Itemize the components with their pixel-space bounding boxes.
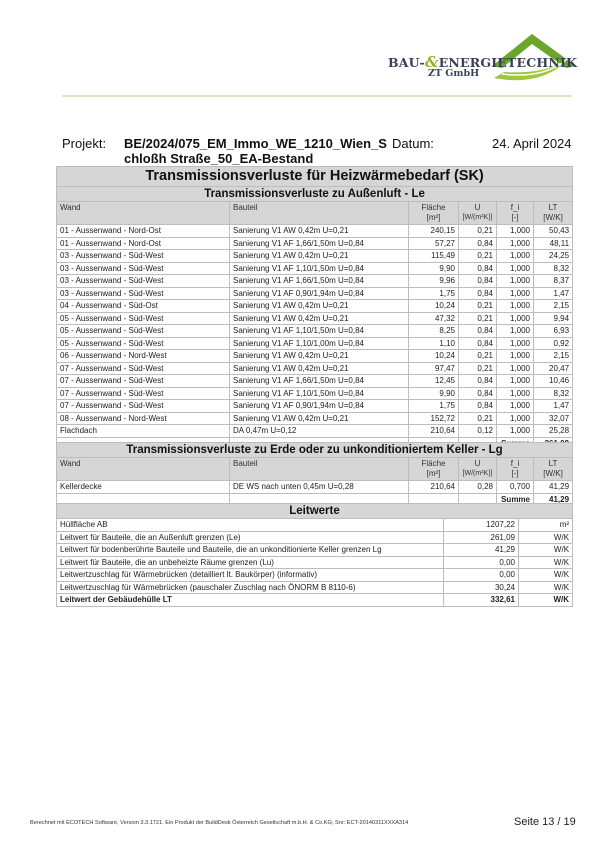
cell-bauteil: Sanierung V1 AF 1,66/1,50m U=0,84 <box>230 375 409 388</box>
cell-fi: 1,000 <box>497 412 534 425</box>
cell-bauteil: Sanierung V1 AW 0,42m U=0,21 <box>230 250 409 263</box>
cell-u: 0,21 <box>459 225 497 238</box>
cell-wand: 03 - Aussenwand - Süd-West <box>57 250 230 263</box>
cell-wand: 04 - Aussenwand - Süd-Ost <box>57 300 230 313</box>
page-number: Seite 13 / 19 <box>514 816 576 828</box>
cell-lt: 32,07 <box>534 412 573 425</box>
section-le-title-row <box>57 187 573 202</box>
cell-fi: 1,000 <box>497 337 534 350</box>
cell-flaeche: 10,24 <box>409 350 459 363</box>
table-leitwerte-body <box>57 519 573 594</box>
table-row <box>57 250 573 263</box>
cell-bauteil: Sanierung V1 AW 0,42m U=0,21 <box>230 312 409 325</box>
section-lg-title: Transmissionsverluste zu Erde oder zu unkonditioniertem Keller - Lg <box>57 443 573 458</box>
table-le-body <box>57 225 573 438</box>
col-flaeche-unit: [m²] <box>426 213 441 222</box>
cell-bauteil: Sanierung V1 AF 1,66/1,50m U=0,84 <box>230 237 409 250</box>
project-value: BE/2024/075_EM_Immo_WE_1210_Wien_Schloßh Straße_50_EA-Bestand <box>124 136 387 166</box>
col-bauteil: Bauteil <box>230 202 409 225</box>
col-u-label: U <box>474 459 481 468</box>
cell-u: 0,84 <box>459 325 497 338</box>
cell-fi: 1,000 <box>497 362 534 375</box>
col-u <box>459 458 497 481</box>
cell-wand: 08 - Aussenwand - Nord-West <box>57 412 230 425</box>
cell-fi: 1,000 <box>497 237 534 250</box>
cell-value: 41,29 <box>444 544 519 557</box>
logo-subtitle: ZT GmbH <box>428 68 480 79</box>
cell-bauteil: Sanierung V1 AF 1,10/1,50m U=0,84 <box>230 387 409 400</box>
cell-flaeche: 240,15 <box>409 225 459 238</box>
col-flaeche <box>409 202 459 225</box>
cell-fi: 1,000 <box>497 275 534 288</box>
col-fi <box>497 202 534 225</box>
table-row <box>57 337 573 350</box>
table-row <box>57 425 573 438</box>
table-le <box>56 166 573 450</box>
leitwerte-row <box>57 556 573 569</box>
cell-wand: Kellerdecke <box>57 481 230 494</box>
cell-flaeche: 10,24 <box>409 300 459 313</box>
cell-flaeche: 210,64 <box>409 425 459 438</box>
col-lt-unit: [W/K] <box>543 469 563 478</box>
cell-u: 0,21 <box>459 250 497 263</box>
leitwerte-total-row <box>57 594 573 607</box>
cell-lt: 41,29 <box>534 481 573 494</box>
cell-u: 0,84 <box>459 400 497 413</box>
cell-flaeche: 115,49 <box>409 250 459 263</box>
main-title: Transmissionsverluste für Heizwärmebedarf (SK) <box>57 167 573 187</box>
table-row <box>57 350 573 363</box>
cell-u: 0,21 <box>459 312 497 325</box>
cell-lt: 6,93 <box>534 325 573 338</box>
cell-lt: 48,11 <box>534 237 573 250</box>
table-lg <box>56 442 573 506</box>
cell-fi: 1,000 <box>497 375 534 388</box>
cell-fi: 1,000 <box>497 400 534 413</box>
cell-wand: 05 - Aussenwand - Süd-West <box>57 337 230 350</box>
table-lg-header <box>57 458 573 481</box>
date-value: 24. April 2024 <box>492 136 572 151</box>
col-bauteil: Bauteil <box>230 458 409 481</box>
cell-wand: 07 - Aussenwand - Süd-West <box>57 362 230 375</box>
cell-u: 0,84 <box>459 287 497 300</box>
leitwerte-title: Leitwerte <box>57 504 573 519</box>
cell-lt: 8,37 <box>534 275 573 288</box>
section-lg-title-row <box>57 443 573 458</box>
table-row <box>57 275 573 288</box>
table-lg-body <box>57 481 573 494</box>
table-row <box>57 481 573 494</box>
cell-lt: 1,47 <box>534 400 573 413</box>
leitwerte-row <box>57 581 573 594</box>
col-flaeche-label: Fläche <box>421 459 446 468</box>
cell-flaeche: 9,96 <box>409 275 459 288</box>
cell-wand: Flachdach <box>57 425 230 438</box>
cell-bauteil: Sanierung V1 AF 1,10/1,00m U=0,84 <box>230 337 409 350</box>
table-row <box>57 300 573 313</box>
col-fi-unit: [-] <box>511 469 519 478</box>
cell-wand: 06 - Aussenwand - Nord-West <box>57 350 230 363</box>
cell-unit: W/K <box>519 531 573 544</box>
main-title-row <box>57 167 573 187</box>
cell-lt: 20,47 <box>534 362 573 375</box>
cell-bauteil: Sanierung V1 AF 1,10/1,50m U=0,84 <box>230 262 409 275</box>
cell-fi: 1,000 <box>497 387 534 400</box>
cell-bauteil: Sanierung V1 AW 0,42m U=0,21 <box>230 412 409 425</box>
cell-label: Hüllfläche AB <box>57 519 444 532</box>
cell-lt: 25,28 <box>534 425 573 438</box>
col-lt <box>534 458 573 481</box>
cell-u: 0,84 <box>459 387 497 400</box>
cell-fi: 1,000 <box>497 262 534 275</box>
cell-lt: 1,47 <box>534 287 573 300</box>
table-leitwerte <box>56 503 573 607</box>
cell-wand: 01 - Aussenwand - Nord-Ost <box>57 225 230 238</box>
cell-u: 0,84 <box>459 337 497 350</box>
table-row <box>57 237 573 250</box>
cell-fi: 1,000 <box>497 312 534 325</box>
logo-text-bau: BAU- <box>388 55 425 70</box>
cell-u: 0,21 <box>459 362 497 375</box>
cell-wand: 03 - Aussenwand - Süd-West <box>57 275 230 288</box>
date-label: Datum: <box>392 136 434 151</box>
cell-u: 0,84 <box>459 375 497 388</box>
table-row <box>57 400 573 413</box>
col-fi <box>497 458 534 481</box>
table-row <box>57 387 573 400</box>
sum-value: 41,29 <box>534 493 573 505</box>
cell-lt: 2,15 <box>534 300 573 313</box>
cell-bauteil: DA 0,47m U=0,12 <box>230 425 409 438</box>
footer-software-note: Berechnet mit ECOTECH Software, Version 3.3.1721. Ein Produkt der BuildDesk Österreich Gesellschaft m.b.H. & Co.KG; Snr: ECT-20140311XXXA314 <box>30 820 409 826</box>
cell-flaeche: 1,10 <box>409 337 459 350</box>
col-fi-unit: [-] <box>511 213 519 222</box>
logo-text-energietechnik: ENERGIETECHNIK <box>438 55 578 70</box>
col-fi-label: f_i <box>510 459 520 468</box>
cell-flaeche: 9,90 <box>409 262 459 275</box>
col-flaeche-unit: [m²] <box>426 469 441 478</box>
cell-u: 0,28 <box>459 481 497 494</box>
cell-fi: 1,000 <box>497 425 534 438</box>
cell-lt: 0,92 <box>534 337 573 350</box>
col-flaeche-label: Fläche <box>421 203 446 212</box>
table-row <box>57 412 573 425</box>
cell-wand: 07 - Aussenwand - Süd-West <box>57 400 230 413</box>
table-row <box>57 362 573 375</box>
cell-wand: 03 - Aussenwand - Süd-West <box>57 262 230 275</box>
table-row <box>57 287 573 300</box>
cell-value: 30,24 <box>444 581 519 594</box>
cell-value: 0,00 <box>444 569 519 582</box>
cell-lt: 8,32 <box>534 387 573 400</box>
cell-label: Leitwertzuschlag für Wärmebrücken (pauschaler Zuschlag nach ÖNORM B 8110-6) <box>57 581 444 594</box>
cell-flaeche: 210,64 <box>409 481 459 494</box>
col-lt <box>534 202 573 225</box>
logo-ampersand: & <box>424 53 439 71</box>
cell-u: 0,12 <box>459 425 497 438</box>
cell-bauteil: DE WS nach unten 0,45m U=0,28 <box>230 481 409 494</box>
cell-u: 0,21 <box>459 412 497 425</box>
cell-u: 0,84 <box>459 262 497 275</box>
leitwerte-row <box>57 544 573 557</box>
cell-bauteil: Sanierung V1 AF 1,66/1,50m U=0,84 <box>230 275 409 288</box>
cell-u: 0,84 <box>459 237 497 250</box>
cell-lt: 9,94 <box>534 312 573 325</box>
cell-fi: 1,000 <box>497 300 534 313</box>
cell-label: Leitwertzuschlag für Wärmebrücken (detailliert lt. Baukörper) (informativ) <box>57 569 444 582</box>
cell-u: 0,21 <box>459 350 497 363</box>
leitwerte-row <box>57 569 573 582</box>
cell-unit: W/K <box>519 581 573 594</box>
cell-fi: 0,700 <box>497 481 534 494</box>
cell-fi: 1,000 <box>497 287 534 300</box>
cell-fi: 1,000 <box>497 250 534 263</box>
col-u-unit: [W/(m²K)] <box>462 214 493 221</box>
cell-wand: 05 - Aussenwand - Süd-West <box>57 325 230 338</box>
cell-u: 0,84 <box>459 275 497 288</box>
cell-bauteil: Sanierung V1 AW 0,42m U=0,21 <box>230 300 409 313</box>
leitwerte-row <box>57 531 573 544</box>
cell-flaeche: 1,75 <box>409 400 459 413</box>
cell-unit: W/K <box>519 556 573 569</box>
sum-label: Summe <box>497 493 534 505</box>
col-u-unit: [W/(m²K)] <box>462 470 493 477</box>
cell-label: Leitwert für Bauteile, die an unbeheizte Räume grenzen (Lu) <box>57 556 444 569</box>
cell-bauteil: Sanierung V1 AW 0,42m U=0,21 <box>230 350 409 363</box>
cell-wand: 07 - Aussenwand - Süd-West <box>57 387 230 400</box>
table-row <box>57 262 573 275</box>
cell-unit: W/K <box>519 569 573 582</box>
cell-flaeche: 57,27 <box>409 237 459 250</box>
cell-wand: 07 - Aussenwand - Süd-West <box>57 375 230 388</box>
cell-u: 0,21 <box>459 300 497 313</box>
col-lt-unit: [W/K] <box>543 213 563 222</box>
cell-bauteil: Sanierung V1 AW 0,42m U=0,21 <box>230 225 409 238</box>
cell-flaeche: 152,72 <box>409 412 459 425</box>
cell-bauteil: Sanierung V1 AW 0,42m U=0,21 <box>230 362 409 375</box>
cell-unit: W/K <box>519 544 573 557</box>
cell-bauteil: Sanierung V1 AF 0,90/1,94m U=0,84 <box>230 287 409 300</box>
col-fi-label: f_i <box>510 203 520 212</box>
cell-flaeche: 1,75 <box>409 287 459 300</box>
cell-value: 1207,22 <box>444 519 519 532</box>
col-u-label: U <box>474 203 481 212</box>
cell-fi: 1,000 <box>497 325 534 338</box>
table-row <box>57 325 573 338</box>
cell-flaeche: 12,45 <box>409 375 459 388</box>
cell-lt: 8,32 <box>534 262 573 275</box>
cell-bauteil: Sanierung V1 AF 0,90/1,94m U=0,84 <box>230 400 409 413</box>
cell-flaeche: 8,25 <box>409 325 459 338</box>
cell-wand: 01 - Aussenwand - Nord-Ost <box>57 237 230 250</box>
cell-lt: 10,46 <box>534 375 573 388</box>
col-wand: Wand <box>57 202 230 225</box>
cell-value: 0,00 <box>444 556 519 569</box>
company-logo <box>384 28 594 90</box>
cell-flaeche: 9,90 <box>409 387 459 400</box>
cell-flaeche: 47,32 <box>409 312 459 325</box>
leitwerte-row <box>57 519 573 532</box>
cell-bauteil: Sanierung V1 AF 1,10/1,50m U=0,84 <box>230 325 409 338</box>
cell-fi: 1,000 <box>497 225 534 238</box>
leitwerte-title-row <box>57 504 573 519</box>
table-row <box>57 225 573 238</box>
cell-fi: 1,000 <box>497 350 534 363</box>
table-le-header <box>57 202 573 225</box>
cell-label: Leitwert für Bauteile, die an Außenluft grenzen (Le) <box>57 531 444 544</box>
section-le-title: Transmissionsverluste zu Außenluft - Le <box>57 187 573 202</box>
leitwerte-total-value: 332,61 <box>444 594 519 607</box>
leitwerte-total-unit: W/K <box>519 594 573 607</box>
col-lt-label: LT <box>548 459 558 468</box>
leitwerte-total-label: Leitwert der Gebäudehülle LT <box>57 594 444 607</box>
table-row <box>57 375 573 388</box>
logo-brand-text <box>388 53 577 71</box>
project-label: Projekt: <box>62 136 107 151</box>
cell-unit: m² <box>519 519 573 532</box>
col-lt-label: LT <box>548 203 558 212</box>
cell-lt: 2,15 <box>534 350 573 363</box>
col-flaeche <box>409 458 459 481</box>
cell-wand: 05 - Aussenwand - Süd-West <box>57 312 230 325</box>
cell-lt: 24,25 <box>534 250 573 263</box>
col-wand: Wand <box>57 458 230 481</box>
col-u <box>459 202 497 225</box>
cell-flaeche: 97,47 <box>409 362 459 375</box>
table-row <box>57 312 573 325</box>
cell-value: 261,09 <box>444 531 519 544</box>
cell-lt: 50,43 <box>534 225 573 238</box>
header-divider <box>62 95 572 97</box>
cell-wand: 03 - Aussenwand - Süd-West <box>57 287 230 300</box>
cell-label: Leitwert für bodenberührte Bauteile und Bauteile, die an unkonditionierte Keller grenzen Lg <box>57 544 444 557</box>
